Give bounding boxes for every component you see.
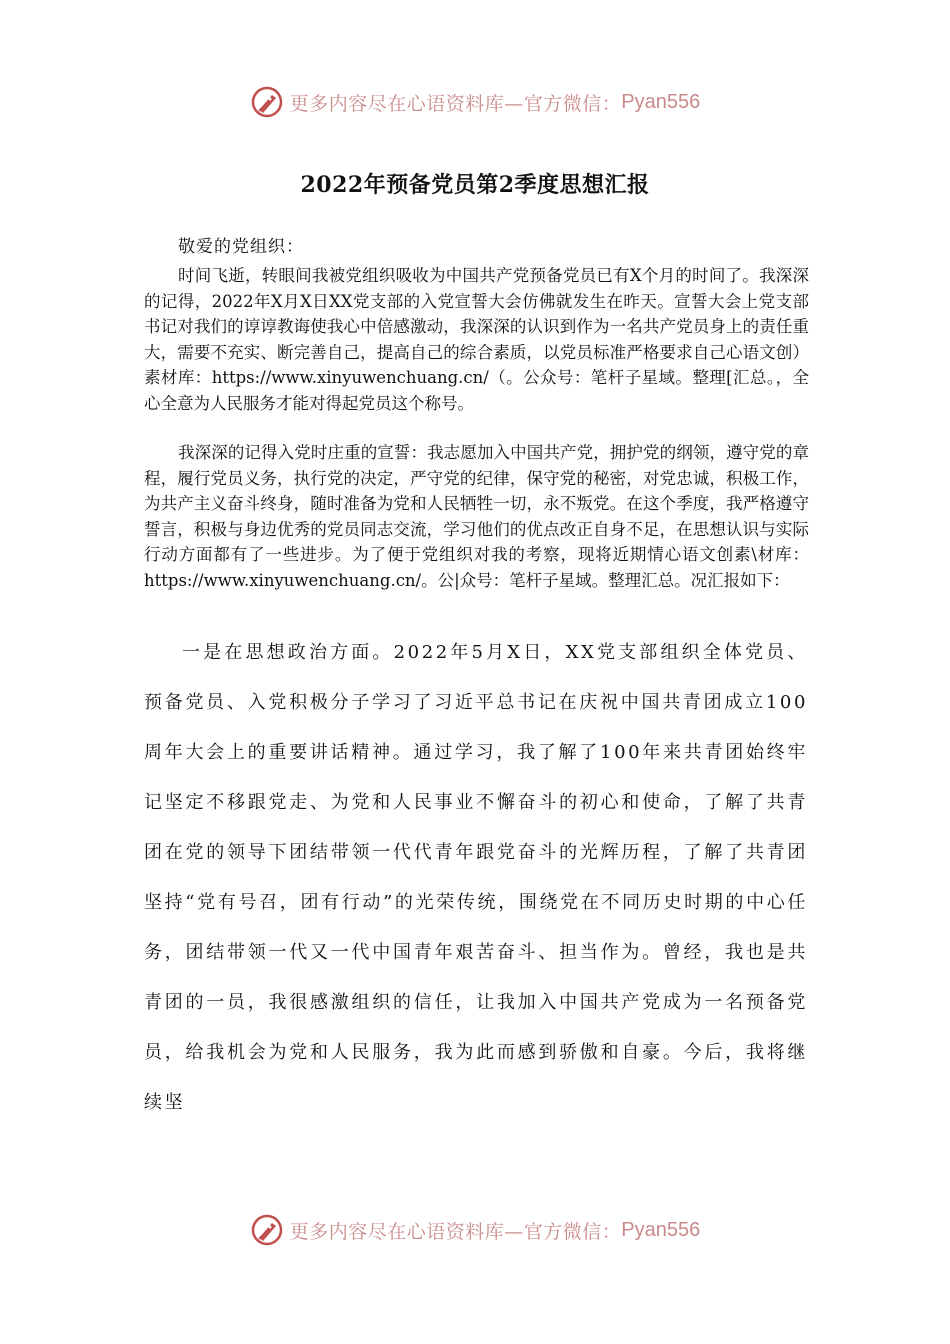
banner-wechat-id: Pyan556 (621, 1218, 701, 1241)
banner-wechat-id: Pyan556 (621, 90, 701, 113)
paragraph-3: 一是在思想政治方面。2022年5月X日，XX党支部组织全体党员、预备党员、入党积极分子学习了习近平总书记在庆祝中国共青团成立100周年大会上的重要讲话精神。通过学习，我了解了100年来共青团始终牢记坚定不移跟党走、为党和人民事业不懈奋斗的初心和使命，了解了共青团在党的领导下团结带领一代代青年跟党奋斗的光辉历程，了解了共青团坚持“党有号召，团有行动”的光荣传统，围绕党在不同历史时期的中心任务，团结带领一代又一代中国青年艰苦奋斗、担当作为。曾经，我也是共青团的一员，我很感激组织的信任，让我加入中国共产党成为一名预备党员，给我机会为党和人民服务，我为此而感到骄傲和自豪。今后，我将继续坚 (144, 642, 808, 1113)
paragraph-2: 我深深的记得入党时庄重的宣誓：我志愿加入中国共产党，拥护党的纲领，遵守党的章程，履行党员义务，执行党的决定，严守党的纪律，保守党的秘密，对党忠诚，积极工作，为共产主义奋斗终身，随时准备为党和人民牺牲一切，永不叛党。在这个季度，我严格遵守誓言，积极与身边优秀的党员同志交流，学习他们的优点改正自身不足，在思想认识与实际行动方面都有了一些进步。为了便于党组织对我的考察，现将近期情心语文创素\材库：https://www.xinyuwenchuang.cn/。公|众号：笔杆子星域。整理汇总。况汇报如下： (144, 443, 809, 590)
document-title: 2022年预备党员第2季度思想汇报 (300, 172, 650, 198)
salutation: 敬爱的党组织： (178, 237, 304, 257)
footer-watermark-banner (0, 1210, 950, 1250)
paragraph-1: 时间飞逝，转眼间我被党组织吸收为中国共产党预备党员已有X个月的时间了。我深深的记得，2022年X月X日XX党支部的入党宣誓大会仿佛就发生在昨天。宣誓大会上党支部书记对我们的谆谆教诲使我心中倍感激动，我深深的认识到作为一名共产党员身上的责任重大，需要不充实、断完善自己，提高自己的综合素质，以党员标准严格要求自己心语文创）素材库：https://www.xinyuwenchuang.cn/（。公众号：笔杆子星域。整理[汇总。，全心全意为人民服务才能对得起党员这个称号。 (144, 266, 809, 413)
pen-nib-logo-icon (250, 85, 284, 119)
pen-nib-logo-icon (250, 1213, 284, 1247)
banner-text: 更多内容尽在心语资料库—官方微信： (289, 1220, 622, 1243)
banner-text: 更多内容尽在心语资料库—官方微信： (289, 92, 622, 115)
header-watermark-banner (0, 82, 950, 122)
